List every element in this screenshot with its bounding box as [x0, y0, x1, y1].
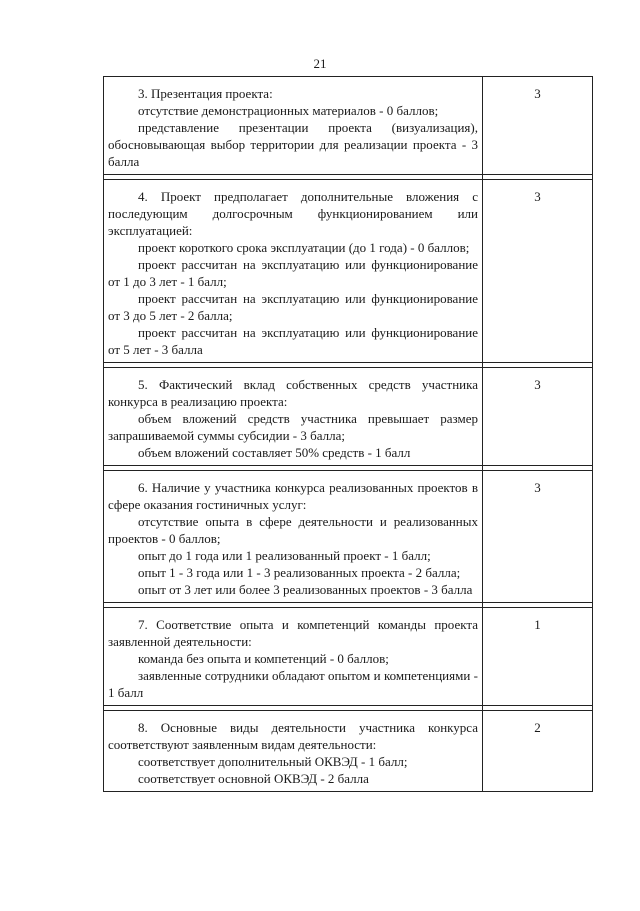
criterion-option: проект рассчитан на эксплуатацию или функционирование от 5 лет - 3 балла [108, 325, 478, 357]
criterion-text-cell [104, 180, 483, 363]
criterion-row [104, 180, 593, 363]
criterion-option: представление презентации проекта (визуализация), обосновывающая выбор территории для реализации проекта - 3 балла [108, 120, 478, 169]
criterion-option: проект рассчитан на эксплуатацию или функционирование от 1 до 3 лет - 1 балл; [108, 257, 478, 289]
criterion-option: отсутствие опыта в сфере деятельности и реализованных проектов - 0 баллов; [108, 514, 478, 546]
criterion-row [104, 608, 593, 706]
criterion-row [104, 711, 593, 792]
criterion-option: соответствует дополнительный ОКВЭД - 1 балл; [138, 754, 408, 769]
criterion-option: объем вложений средств участника превышает размер запрашиваемой суммы субсидии - 3 балла; [108, 411, 478, 443]
criteria-table [103, 76, 593, 792]
criterion-option: команда без опыта и компетенций - 0 баллов; [138, 651, 389, 666]
criterion-row [104, 471, 593, 603]
criterion-option: проект рассчитан на эксплуатацию или функционирование от 3 до 5 лет - 2 балла; [108, 291, 478, 323]
criterion-title: 7. Соответствие опыта и компетенций команды проекта заявленной деятельности: [108, 617, 478, 649]
criterion-option: соответствует основной ОКВЭД - 2 балла [138, 771, 369, 786]
criterion-title: 3. Презентация проекта: [138, 86, 273, 101]
criterion-option: проект короткого срока эксплуатации (до 1 года) - 0 баллов; [138, 240, 470, 255]
criterion-title: 4. Проект предполагает дополнительные вложения с последующим долгосрочным функционированием или эксплуатацией: [108, 189, 478, 238]
criterion-text-cell [104, 471, 483, 603]
criterion-title: 8. Основные виды деятельности участника конкурса соответствуют заявленным видам деятельности: [108, 720, 478, 752]
criterion-option: заявленные сотрудники обладают опытом и компетенциями - 1 балл [108, 668, 478, 700]
criterion-score: 1 [483, 608, 593, 706]
criterion-text-cell [104, 608, 483, 706]
criterion-option: опыт 1 - 3 года или 1 - 3 реализованных проекта - 2 балла; [138, 565, 461, 580]
criterion-score: 3 [483, 77, 593, 175]
criterion-row [104, 368, 593, 466]
criterion-text-cell [104, 77, 483, 175]
criterion-title: 6. Наличие у участника конкурса реализованных проектов в сфере оказания гостиничных услуг: [108, 480, 478, 512]
criterion-option: объем вложений составляет 50% средств - 1 балл [138, 445, 411, 460]
criterion-row [104, 77, 593, 175]
criterion-title: 5. Фактический вклад собственных средств участника конкурса в реализацию проекта: [108, 377, 478, 409]
criterion-score: 3 [483, 471, 593, 603]
criterion-score: 3 [483, 180, 593, 363]
criterion-option: опыт до 1 года или 1 реализованный проект - 1 балл; [138, 548, 431, 563]
criterion-score: 2 [483, 711, 593, 792]
criterion-text-cell [104, 368, 483, 466]
criterion-text-cell [104, 711, 483, 792]
page-number: 21 [313, 56, 327, 71]
criterion-score: 3 [483, 368, 593, 466]
criterion-option: отсутствие демонстрационных материалов - 0 баллов; [138, 103, 439, 118]
criterion-option: опыт от 3 лет или более 3 реализованных проектов - 3 балла [138, 582, 473, 597]
